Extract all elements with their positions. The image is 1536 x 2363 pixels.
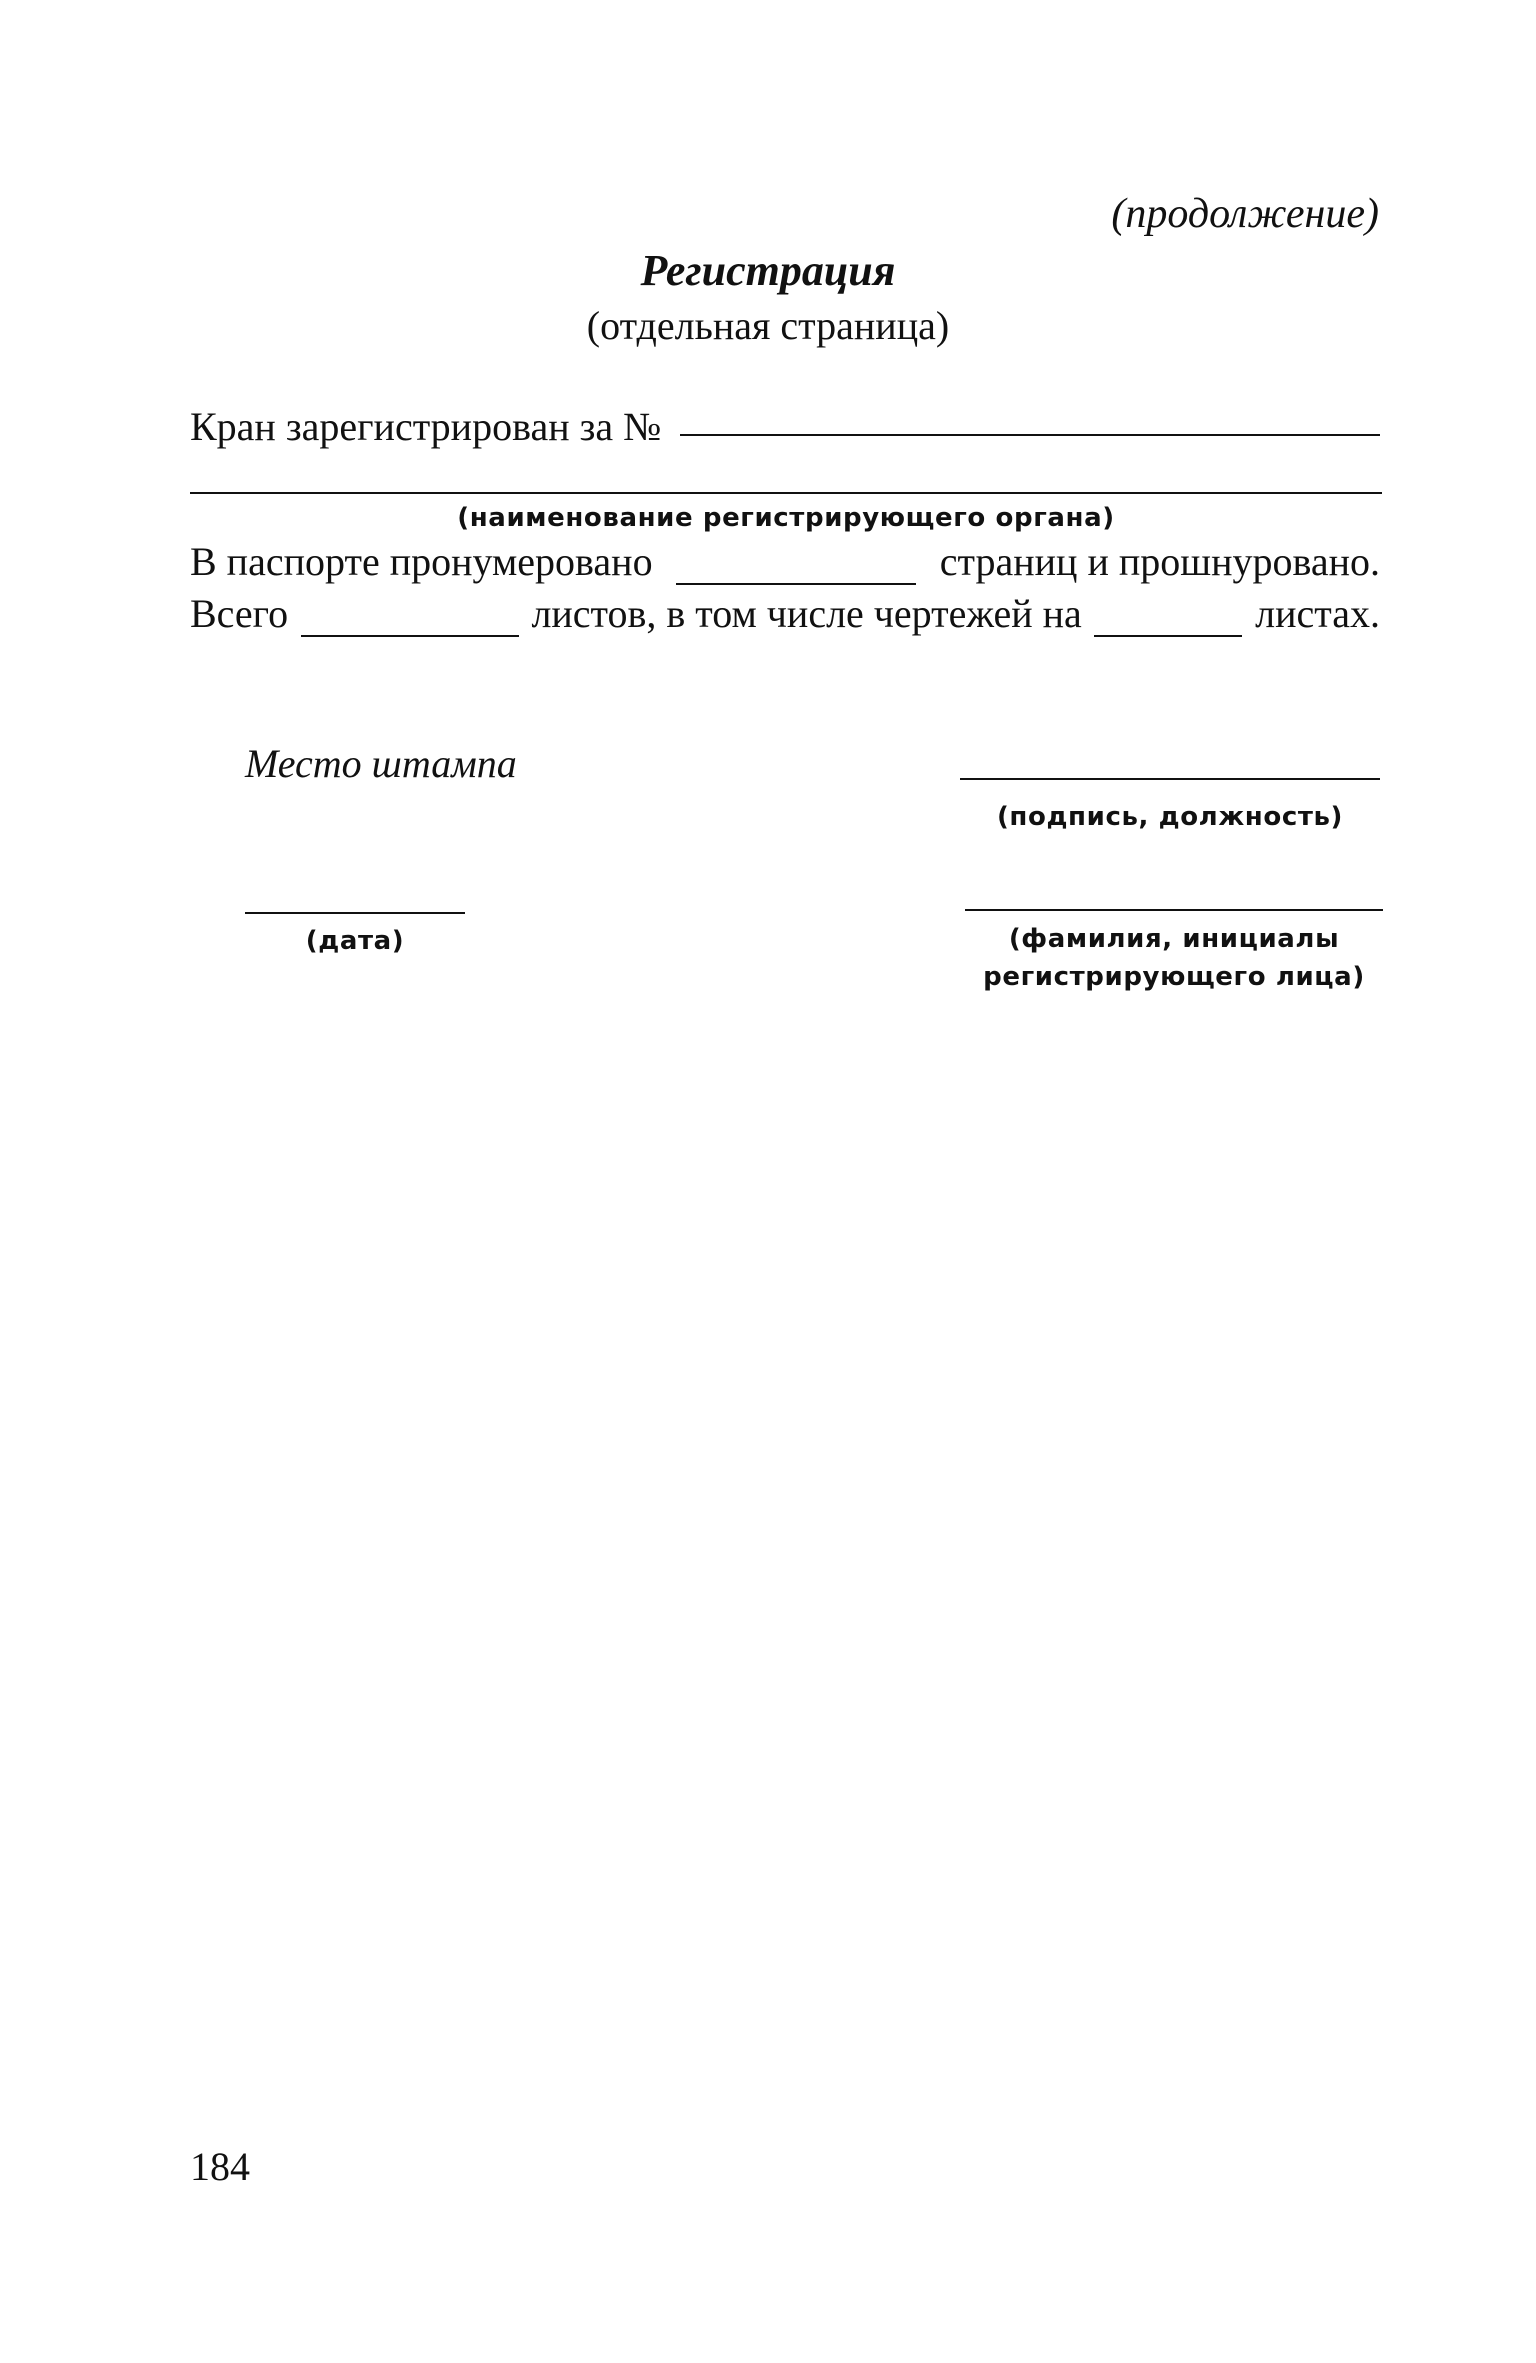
passport-pages-text-start: В паспорте пронумеровано xyxy=(190,539,653,584)
drawings-sheets-field[interactable] xyxy=(1094,605,1242,637)
page-title: Регистрация xyxy=(640,246,896,295)
sheets-text-end: листах. xyxy=(1255,591,1380,636)
page-number: 184 xyxy=(190,2144,250,2189)
stamp-place-label: Место штампа xyxy=(245,741,517,786)
continuation-label: (продолжение) xyxy=(1111,191,1379,237)
date-caption: (дата) xyxy=(305,926,405,956)
name-field[interactable] xyxy=(965,909,1383,911)
name-caption-line2: регистрирующего лица) xyxy=(983,962,1365,992)
passport-pages-text-end: страниц и прошнуровано. xyxy=(939,539,1380,584)
sheets-line xyxy=(190,590,1380,637)
sheets-text-start: Всего xyxy=(190,591,289,636)
registering-authority-caption: (наименование регистрирующего органа) xyxy=(457,503,1115,533)
date-field[interactable] xyxy=(245,912,465,914)
sheets-text-middle: листов, в том числе чертежей на xyxy=(531,591,1082,636)
sheets-total-field[interactable] xyxy=(301,605,519,637)
registration-number-label: Кран зарегистрирован за № xyxy=(190,404,662,449)
registering-authority-field[interactable] xyxy=(190,492,1382,494)
passport-pages-line xyxy=(190,538,1380,585)
passport-pages-count-field[interactable] xyxy=(676,553,916,585)
name-caption-line1: (фамилия, инициалы xyxy=(1008,924,1340,954)
registration-number-field[interactable] xyxy=(680,434,1380,436)
page-subtitle: (отдельная страница) xyxy=(586,303,950,348)
signature-field[interactable] xyxy=(960,778,1380,780)
signature-caption: (подпись, должность) xyxy=(996,802,1344,832)
